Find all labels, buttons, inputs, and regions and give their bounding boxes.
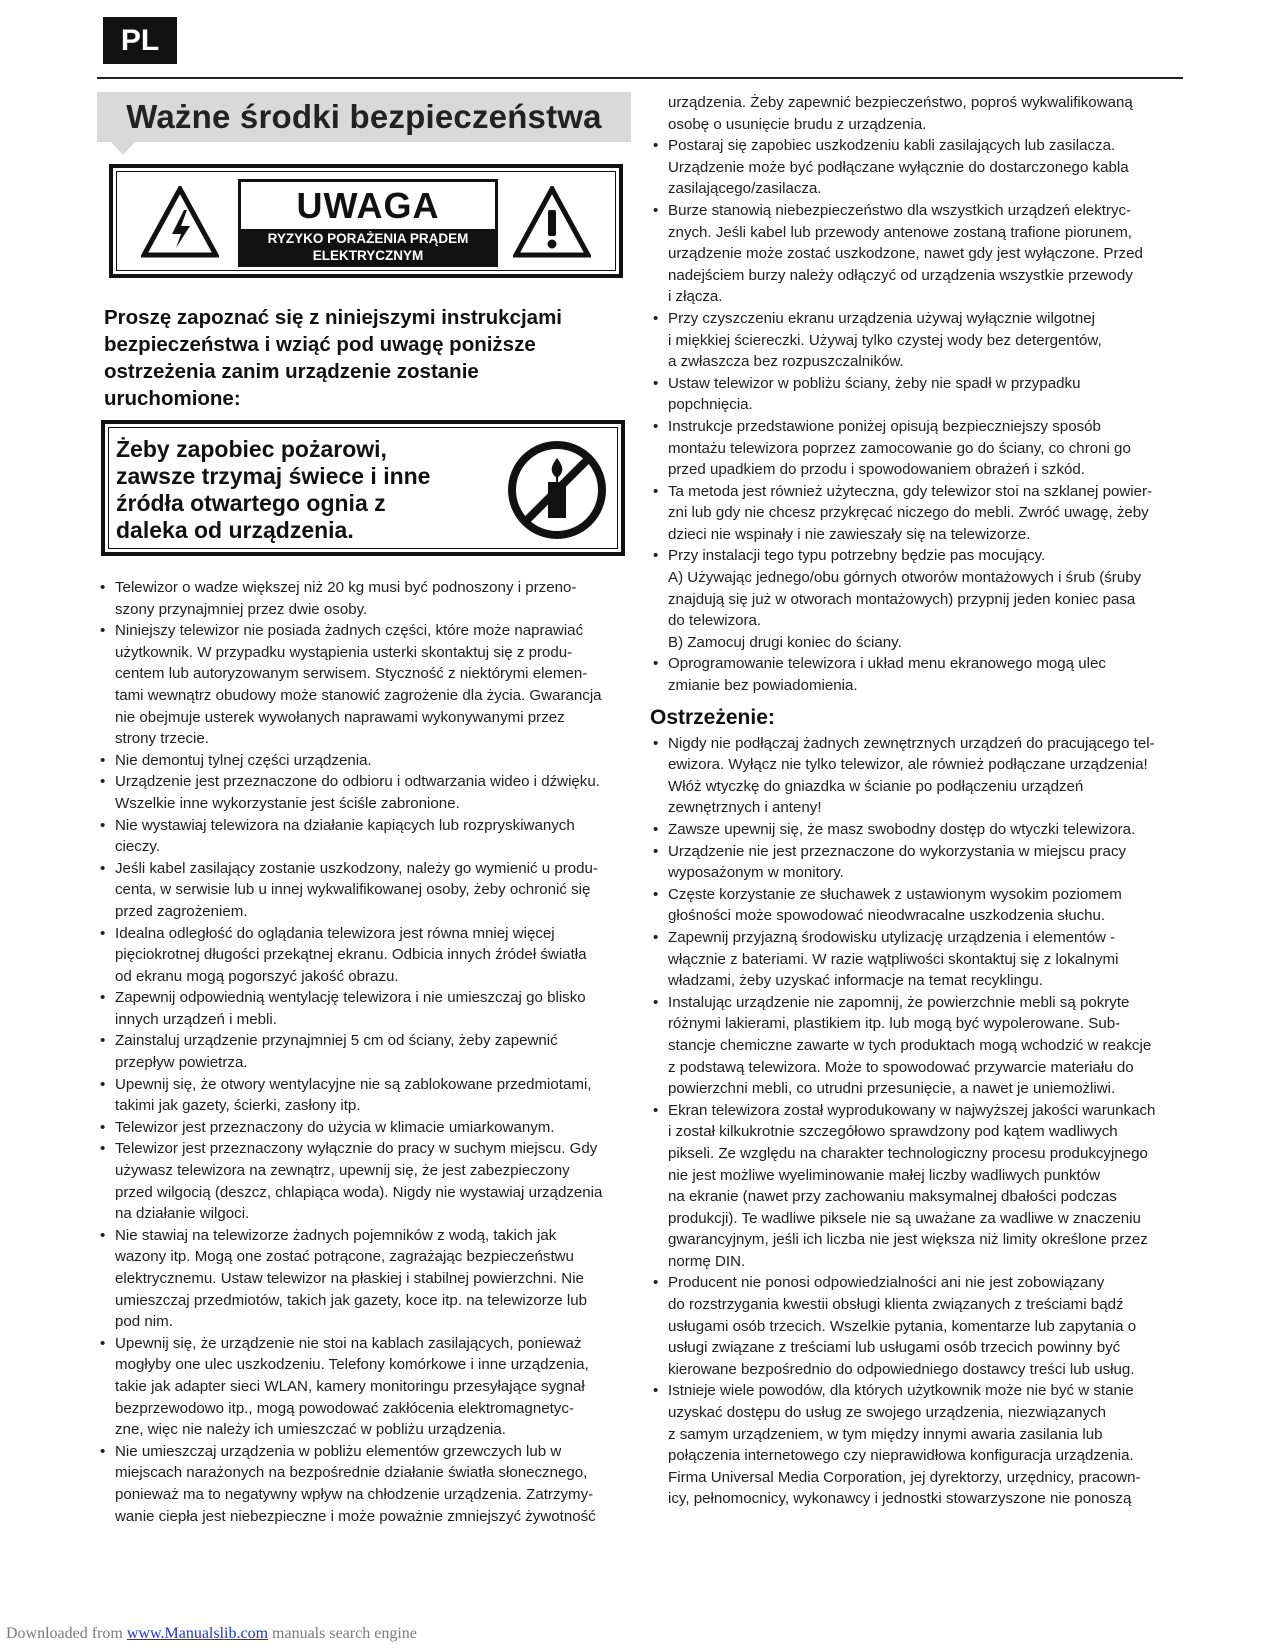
list-item-line: usługi związane z treściami lub usługami osób trzecich powinny być (668, 1339, 1121, 1357)
list-item-line: zni lub gdy nie chcesz przykręcać niczego do mebli. Zwróć uwagę, żeby (668, 504, 1149, 522)
risk-line-2: ELEKTRYCZNYM (312, 247, 424, 263)
list-item-line: • Upewnij się, że urządzenie nie stoi na kablach zasilających, ponieważ (115, 1334, 582, 1352)
list-item (97, 750, 631, 772)
list-item-line: wanie ciepła jest niebezpieczne i może poważnie zmniejszyć żywotność (115, 1507, 596, 1525)
list-item-line: z podstawą telewizora. Może to spowodować przywarcie materiału do (668, 1058, 1134, 1076)
fire-line: zawsze trzymaj świece i inne (116, 463, 431, 489)
list-item (650, 927, 1180, 992)
list-item-line: gwarancyjnym, jeśli ich liczba nie jest większa niż limity określone przez (668, 1231, 1148, 1249)
list-item-line: centem lub autoryzowanym serwisem. Styczność z niektórymi elemen- (115, 665, 588, 683)
continued-line: osobę o usunięcie brudu z urządzenia. (668, 115, 927, 133)
list-item-line: pod nim. (115, 1313, 173, 1331)
list-item-line: połączenia internetowego czy nieprawidłowa konfiguracja urządzenia. (668, 1447, 1134, 1465)
list-item-line: wyposażonym w monitory. (668, 864, 844, 882)
list-item (650, 135, 1180, 200)
list-item-line: znajdują się już w otworach montażowych) przypnij jeden koniec pasa (668, 590, 1136, 608)
list-item-line: pikseli. Ze względu na charakter technologiczny procesu produkcyjnego (668, 1144, 1148, 1162)
list-item-line: dzieci nie wspinały i nie zawieszały się na telewizorze. (668, 525, 1031, 543)
list-item-line: Wszelkie inne wykorzystanie jest ściśle zabronione. (115, 794, 460, 812)
list-item-line: od ekranu mogą pogorszyć jakość obrazu. (115, 967, 399, 985)
list-item (97, 815, 631, 858)
list-item-line: • Ustaw telewizor w pobliżu ściany, żeby nie spadł w przypadku (668, 374, 1081, 392)
list-item-line: ponieważ ma to negatywny wpływ na chłodzenie urządzenia. Zatrzymy- (115, 1485, 594, 1503)
list-item-line: szony przynajmniej przez dwie osoby. (115, 600, 368, 618)
fire-line: źródła otwartego ognia z (116, 490, 386, 516)
list-item-line: • Zainstaluj urządzenie przynajmniej 5 cm od ściany, żeby zapewnić (115, 1032, 558, 1050)
list-item (97, 1333, 631, 1441)
page-title: Ważne środki bezpieczeństwa (126, 98, 602, 135)
list-item-line: użytkownik. W przypadku wystąpienia usterki skontaktuj się z produ- (115, 643, 573, 661)
list-item-line: umieszczaj przedmiotów, takich jak gazety, koce itp. na telewizorze lub (115, 1291, 588, 1309)
list-item-line: głośności może spowodować nieodwracalne uszkodzenia słuchu. (668, 907, 1106, 925)
list-item (97, 577, 631, 620)
uwaga-label (238, 179, 498, 267)
warning-list (650, 733, 1180, 1510)
fire-line: daleka od urządzenia. (116, 517, 354, 543)
list-item (650, 200, 1180, 308)
list-item-line: włącznie z bateriami. W razie wątpliwości skontaktuj się z lokalnymi (668, 950, 1119, 968)
continued-line: urządzenia. Żeby zapewnić bezpieczeństwo, poproś wykwalifikowaną (668, 94, 1133, 111)
list-item-line: do telewizora. (668, 612, 762, 630)
list-item-line: montażu telewizora poprzez zamocowanie go do ściany, co chroni go (668, 439, 1131, 457)
list-item (650, 841, 1180, 884)
list-item-line: przed upadkiem do przodu i spowodowaniem obrażeń i szkód. (668, 461, 1085, 479)
list-item-line: do rozstrzygania kwestii obsługi klienta związanych z treściami bądź (668, 1296, 1124, 1314)
uwaga-word: UWAGA (296, 184, 440, 226)
list-item-line: mogłyby one ulec uszkodzeniu. Telefony komórkowe i inne urządzenia, (115, 1356, 589, 1374)
list-item (650, 308, 1180, 373)
list-item-line: • Producent nie ponosi odpowiedzialności ani nie jest zobowiązany (668, 1274, 1105, 1292)
list-item-line: • Przy czyszczeniu ekranu urządzenia używaj wyłącznie wilgotnej (668, 309, 1096, 327)
list-item-line: i został kilkukrotnie szczegółowo sprawdzony pod kątem wadliwych (668, 1123, 1118, 1141)
list-item-line: • Nie wystawiaj telewizora na działanie kapiących lub rozpryskiwanych (115, 816, 575, 834)
list-item (650, 1272, 1180, 1380)
footer-prefix: Downloaded from (6, 1625, 127, 1642)
list-item (97, 1074, 631, 1117)
list-item-line: • Oprogramowanie telewizora i układ menu ekranowego mogą ulec (668, 655, 1106, 673)
list-item-line: icy, pełnomocnicy, wykonawcy i jednostki stowarzyszone nie ponoszą (668, 1490, 1132, 1508)
download-footer (6, 1625, 417, 1643)
list-item (650, 1100, 1180, 1273)
list-item (650, 992, 1180, 1100)
intro-instructions (104, 304, 624, 412)
list-item (650, 481, 1180, 546)
list-item (97, 858, 631, 923)
manualslib-link[interactable]: www.Manualslib.com (126, 1625, 269, 1642)
list-item-line: ewizora. Wyłącz nie tylko telewizor, ale również podłączane urządzenia! (668, 756, 1148, 774)
list-item-line: • Urządzenie nie jest przeznaczone do wykorzystania w miejscu pracy (668, 842, 1127, 860)
left-safety-list (97, 577, 631, 1527)
footer-suffix: manuals search engine (268, 1625, 417, 1642)
list-item (97, 1441, 631, 1527)
exclamation-warning-icon (513, 186, 591, 258)
intro-line: uruchomione: (104, 387, 241, 410)
right-safety-list (650, 135, 1180, 696)
list-item (97, 1138, 631, 1224)
list-item-line: z samym urządzeniem, w tym między innymi awaria zasilania lub (668, 1425, 1103, 1443)
list-item-line: i miękkiej ściereczki. Używaj tylko czystej wody bez detergentów, (668, 331, 1102, 349)
list-item-line: innych urządzeń i mebli. (115, 1010, 277, 1028)
list-item-line: • Jeśli kabel zasilający zostanie uszkodzony, należy go wymienić u produ- (115, 859, 598, 877)
language-tag: PL (103, 17, 177, 64)
list-item-line: a zwłaszcza bez rozpuszczalników. (668, 353, 904, 371)
list-item-line: urządzenie może zostać uszkodzone, nawet gdy jest wyłączone. Przed (668, 245, 1143, 263)
title-band (97, 92, 631, 142)
intro-line: ostrzeżenia zanim urządzenie zostanie (104, 360, 479, 383)
list-item-line: zmianie bez powiadomienia. (668, 677, 858, 695)
list-item-line: • Częste korzystanie ze słuchawek z ustawionym wysokim poziomem (668, 885, 1122, 903)
list-item-line: i złącza. (668, 288, 723, 306)
intro-line: bezpieczeństwa i wziąć pod uwagę poniższe (104, 333, 536, 356)
list-item-line: popchnięcia. (668, 396, 753, 414)
list-item-line: cieczy. (115, 838, 161, 856)
list-item-line: normę DIN. (668, 1252, 746, 1270)
right-column (650, 92, 1180, 1510)
warning-heading: Ostrzeżenie: (650, 705, 775, 729)
lightning-warning-icon (141, 186, 219, 258)
list-item (97, 620, 631, 750)
electric-shock-warning-box (109, 164, 623, 278)
list-item-line: znych. Jeśli kabel lub przewody antenowe zostaną trafione piorunem, (668, 223, 1132, 241)
list-item-line: zasilającego/zasilacza. (668, 180, 822, 198)
list-item-line: takie jak adapter sieci WLAN, kamery monitoringu przesyłające sygnał (115, 1377, 585, 1395)
top-divider (97, 77, 1183, 79)
list-item-line: • Instalując urządzenie nie zapomnij, że powierzchnie mebli są pokryte (668, 993, 1130, 1011)
list-item (650, 1380, 1180, 1510)
list-item-line: • Instrukcje przedstawione poniżej opisują bezpieczniejszy sposób (668, 417, 1101, 435)
list-item-line: • Postaraj się zapobiec uszkodzeniu kabli zasilających lub zasilacza. (668, 137, 1116, 155)
list-item-line: • Nie stawiaj na telewizorze żadnych pojemników z wodą, takich jak (115, 1226, 557, 1244)
fire-line: Żeby zapobiec pożarowi, (116, 436, 387, 462)
list-item-line: B) Zamocuj drugi koniec do ściany. (668, 633, 902, 651)
list-item (650, 884, 1180, 927)
list-item-line: uzyskać dostępu do usług ze swojego urządzenia, niezwiązanych (668, 1404, 1106, 1422)
list-item-line: • Idealna odległość do oglądania telewizora jest równa mniej więcej (115, 924, 555, 942)
intro-line: Proszę zapoznać się z niniejszymi instrukcjami (104, 306, 562, 329)
list-item-line: przed wilgocią (deszcz, chlapiąca woda). Nigdy nie wystawiaj urządzenia (115, 1183, 603, 1201)
list-item-line: zewnętrznych i anteny! (668, 799, 822, 817)
list-item (97, 923, 631, 988)
list-item-line: powierzchni mebli, co utrudni przesunięcie, a nawet je uniemożliwi. (668, 1080, 1116, 1098)
list-item (97, 1030, 631, 1073)
list-item-line: • Zapewnij przyjazną środowisku utylizację urządzenia i elementów - (668, 928, 1116, 946)
list-item (650, 653, 1180, 696)
list-item-line: • Telewizor jest przeznaczony do użycia w klimacie umiarkowanym. (115, 1118, 555, 1136)
list-item-line: usługami osób trzecich. Wszelkie pytania, komentarze lub zapytania o (668, 1317, 1137, 1335)
fire-warning-box (101, 420, 625, 556)
list-item-line: różnymi lakierami, plastikiem itp. lub mogą być wypolerowane. Sub- (668, 1015, 1121, 1033)
list-item-line: • Zawsze upewnij się, że masz swobodny dostęp do wtyczki telewizora. (668, 821, 1136, 838)
list-item-line: kierowane bezpośrednio do odpowiedniego dostawcy treści lub usług. (668, 1360, 1135, 1378)
list-item-line: • Niniejszy telewizor nie posiada żadnych części, które może naprawiać (115, 622, 584, 640)
list-item-line: • Nigdy nie podłączaj żadnych zewnętrznych urządzeń do pracującego tel- (668, 734, 1155, 752)
list-item-line: Firma Universal Media Corporation, jej dyrektorzy, urzędnicy, pracown- (668, 1468, 1141, 1486)
list-item (650, 819, 1180, 841)
list-item (97, 987, 631, 1030)
list-item (650, 416, 1180, 481)
list-item-line: • Istnieje wiele powodów, dla których użytkownik może nie być w stanie (668, 1382, 1134, 1400)
list-item-line: produkcji). Te wadliwe piksele nie są uważane za wadliwe w znaczeniu (668, 1209, 1141, 1227)
list-item-line: Włóż wtyczkę do gniazdka w ścianie po podłączeniu urządzeń (668, 777, 1084, 795)
list-item-line: • Zapewnij odpowiednią wentylację telewizora i nie umieszczaj go blisko (115, 989, 586, 1007)
list-item-line: nadejściem burzy należy odłączyć od urządzenia wszystkie przewody (668, 266, 1133, 284)
list-item-line: zne, więc nie należy ich umieszczać w pobliżu urządzenia. (115, 1421, 506, 1439)
no-open-flame-icon (507, 440, 607, 540)
continued-paragraph (650, 92, 1180, 135)
list-item-line: • Nie demontuj tylnej części urządzenia. (115, 751, 372, 769)
list-item-line: • Urządzenie jest przeznaczone do odbioru i odtwarzania wideo i dźwięku. (115, 773, 600, 791)
list-item (97, 771, 631, 814)
list-item (650, 733, 1180, 819)
list-item-line: • Ta metoda jest również użyteczna, gdy telewizor stoi na szklanej powier- (668, 482, 1153, 500)
list-item-line: na ekranie (nawet przy zachowaniu maksymalnej dbałości podczas (668, 1188, 1117, 1206)
list-item-line: • Przy instalacji tego typu potrzebny będzie pas mocujący. (668, 547, 1046, 565)
list-item-line: miejscach narażonych na bezpośrednie działanie światła słonecznego, (115, 1464, 588, 1482)
list-item (650, 545, 1180, 653)
list-item-line: używasz telewizora na zewnątrz, upewnij się, że jest zabezpieczony (115, 1162, 570, 1180)
fire-warning-text (116, 436, 456, 544)
list-item-line: strony trzecie. (115, 730, 209, 748)
risk-text (241, 229, 495, 264)
list-item-line: przepływ powietrza. (115, 1054, 248, 1072)
list-item-line: Urządzenie może być podłączane wyłącznie do dostarczonego kabla (668, 158, 1129, 176)
left-column (97, 92, 631, 1527)
list-item-line: takimi jak gazety, ścierki, zasłony itp. (115, 1097, 361, 1115)
list-item-line: • Upewnij się, że otwory wentylacyjne nie są zablokowane przedmiotami, (115, 1075, 592, 1093)
list-item-line: władzami, żeby uzyskać informacje na temat recyklingu. (668, 972, 1043, 990)
list-item-line: stancje chemiczne zawarte w tych produktach mogą wchodzić w reakcje (668, 1036, 1152, 1054)
list-item-line: bezprzewodowo itp., mogą powodować zakłócenia elektromagnetyc- (115, 1399, 574, 1417)
list-item-line: elektrycznemu. Ustaw telewizor na płaskiej i stabilnej powierzchni. Nie (115, 1270, 584, 1287)
list-item-line: pięciokrotnej długości przekątnej ekranu. Odbicia innych źródeł światła (115, 946, 587, 964)
list-item-line: • Telewizor o wadze większej niż 20 kg musi być podnoszony i przeno- (115, 579, 577, 596)
list-item-line: wazony itp. Mogą one zostać potrącone, zagrażając bezpieczeństwu (115, 1248, 574, 1266)
list-item-line: tami wewnątrz obudowy może stanowić zagrożenie dla życia. Gwarancja (115, 686, 602, 704)
list-item-line: nie obejmuje usterek wywołanych naprawami wykonywanymi przez (115, 708, 565, 726)
list-item (650, 373, 1180, 416)
list-item-line: • Ekran telewizora został wyprodukowany w najwyższej jakości warunkach (668, 1101, 1156, 1119)
list-item-line: na działanie wilgoci. (115, 1205, 250, 1223)
list-item (97, 1225, 631, 1333)
risk-line-1: RYZYKO PORAŻENIA PRĄDEM (267, 230, 469, 246)
list-item-line: • Telewizor jest przeznaczony wyłącznie do pracy w suchym miejscu. Gdy (115, 1140, 598, 1158)
list-item-line: przed zagrożeniem. (115, 902, 248, 920)
list-item-line: nie jest możliwe wyeliminowanie małej liczby wadliwych punktów (668, 1166, 1101, 1184)
list-item-line: • Nie umieszczaj urządzenia w pobliżu elementów grzewczych lub w (115, 1442, 562, 1460)
list-item-line: centa, w serwisie lub u innej wykwalifikowanej osoby, żeby ochronić się (115, 881, 591, 899)
list-item (97, 1117, 631, 1139)
list-item-line: A) Używając jednego/obu górnych otworów montażowych i śrub (śruby (668, 569, 1142, 587)
list-item-line: • Burze stanowią niebezpieczeństwo dla wszystkich urządzeń elektryc- (668, 201, 1132, 219)
